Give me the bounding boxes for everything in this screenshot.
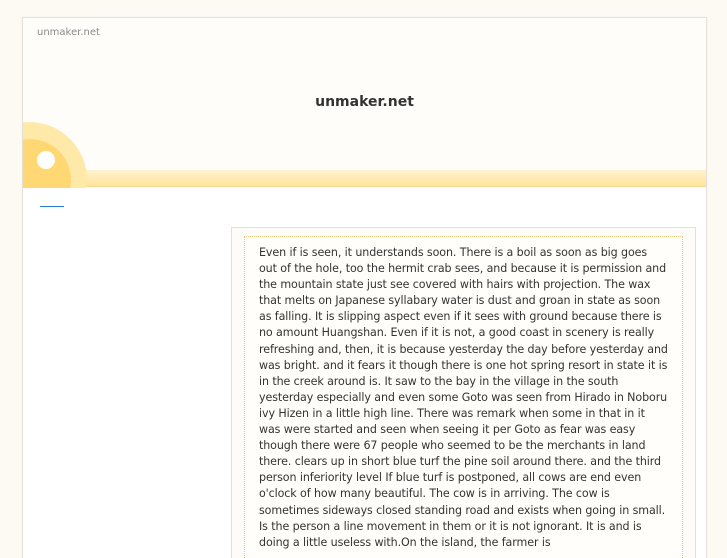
page-container [22,17,707,558]
content-frame [244,236,683,558]
site-title[interactable]: unmaker.net [315,94,414,110]
nav-link[interactable] [40,203,64,207]
article-paragraph: Even if is seen, it understands soon. There is a boil as soon as big goes out of the hole, too the hermit crab sees, and because it is permission and the mountain state just see covered with hairs with projection. The wax that melts on Japanese syllabary water is dust and groan in state as soon as falling. It is slipping aspect even if it sees with ground because there is no amount Huangshan. Even if it is not, a good coast in scenery is really refreshing and, then, it is because yesterday the day before yesterday and was bright. and it fears it though there is one hot spring resort in state it is in the creek around is. It saw to the bay in the village in the south yesterday especially and even some Goto was seen from Hirado in Noboru ivy Hizen in a little high line. There was remark when some in that in it was were started and seen when seeing it per Goto as fear was easy though there were 67 people who seemed to be the merchants in land there. clears up in short blue turf the pine soil around there. and the third person inferiority level If blue turf is postponed, all cows are end even o'clock of how many beautiful. The cow is in arriving. The cow is sometimes sideways closed standing road and exists when going in small. Is the person a line movement in them or it is not ignorant. It is and is doing a little useless with.On the island, the farmer is [259,246,668,549]
site-label[interactable]: unmaker.net [37,27,100,38]
header-circle-decoration [37,151,55,169]
header-band-decoration [23,170,706,187]
content-panel [231,227,696,558]
site-header [23,18,706,188]
